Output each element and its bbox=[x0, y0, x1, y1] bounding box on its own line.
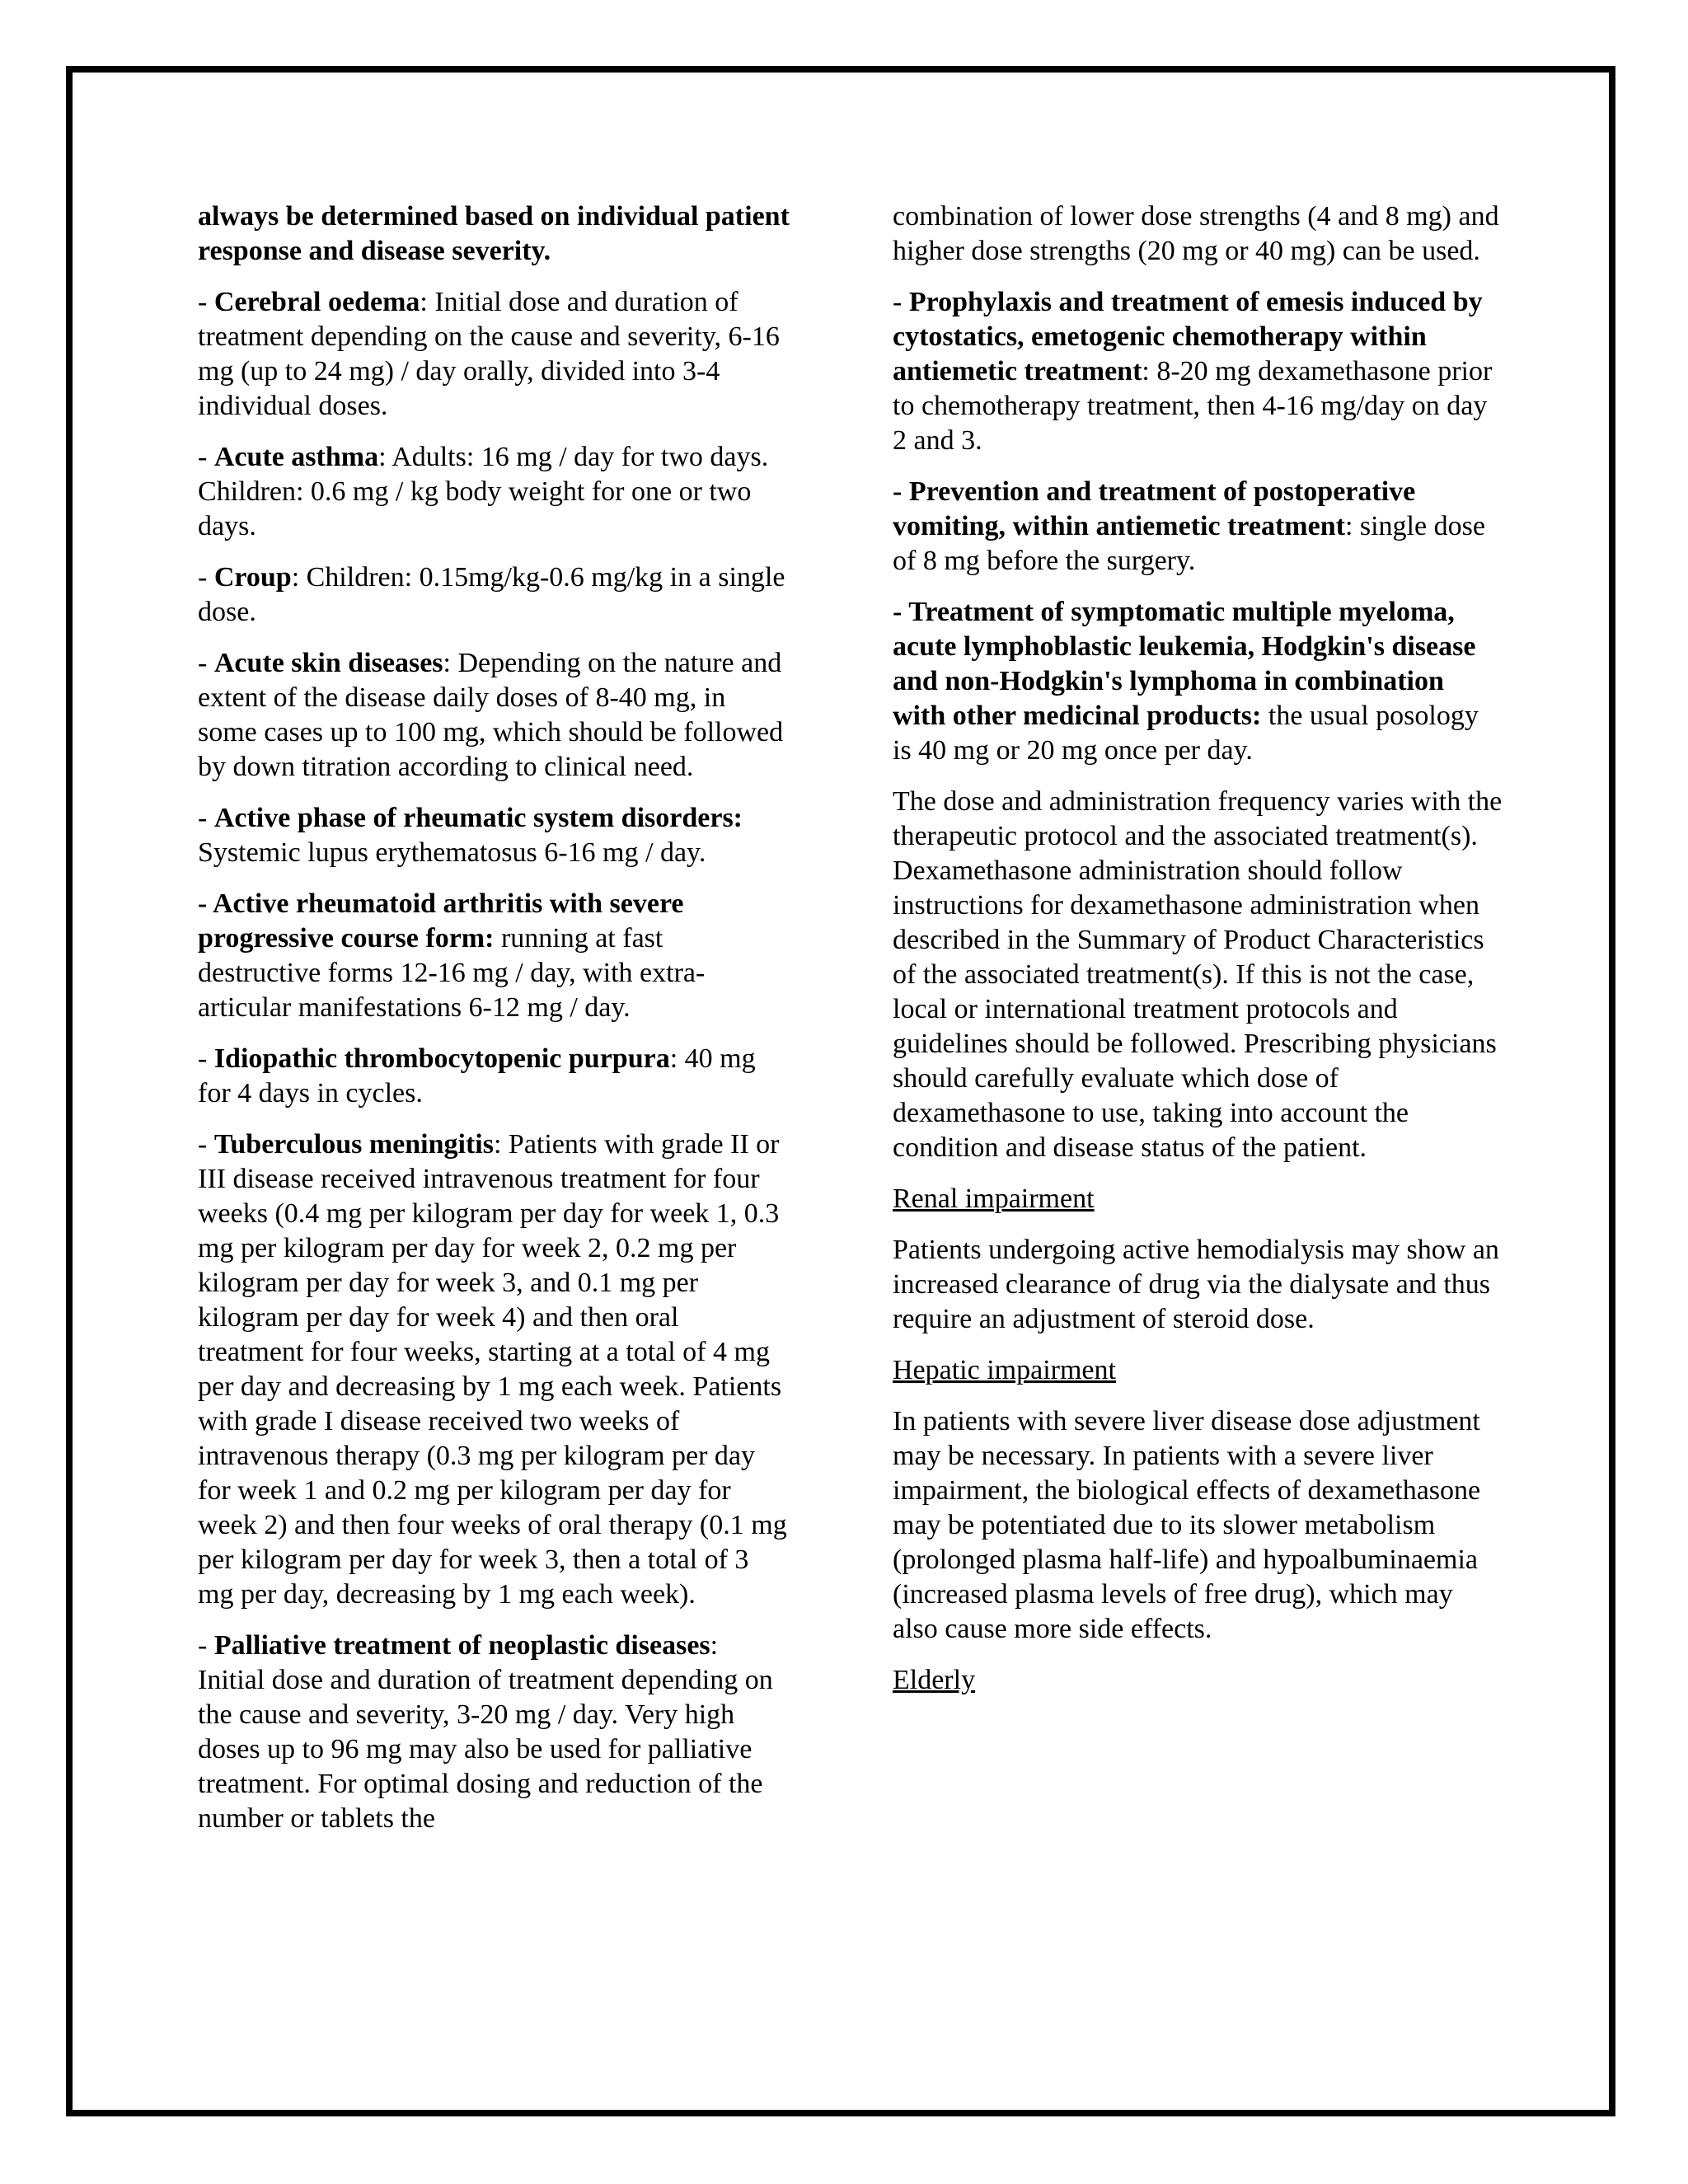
acute-asthma-term: Acute asthma bbox=[213, 442, 379, 472]
palliative-paragraph: - Palliative treatment of neoplastic diseases: Initial dose and duration of treatment depending on the cause and severity, 3-20 mg / day. Very high doses up to 96 mg may also be used for palliative treatment. For optimal dosing and reduction of the number or tablets the bbox=[198, 1630, 773, 1834]
emesis-term: Prophylaxis and treatment of emesis induced by cytostatics, emetogenic chemotherapy within antiemetic treatment bbox=[893, 287, 1483, 387]
croup-term: Croup bbox=[213, 562, 292, 593]
emesis-paragraph: - Prophylaxis and treatment of emesis induced by cytostatics, emetogenic chemotherapy within antiemetic treatment: 8-20 mg dexamethasone prior to chemotherapy treatment, then 4-16 mg/day on day 2 and 3. bbox=[893, 287, 1493, 456]
rheumatic-paragraph: - Active phase of rheumatic system disorders: Systemic lupus erythematosus 6-16 mg / day. bbox=[198, 803, 743, 868]
renal-impairment-heading: Renal impairment bbox=[893, 1183, 1095, 1214]
dose-frequency-paragraph: The dose and administration frequency varies with the therapeutic protocol and the associated treatment(s). Dexamethasone administration should follow instructions for dexamethasone administration when described in the Summary of Product Characteristics of the associated treatment(s). If this is not the case, local or international treatment protocols and guidelines should be followed. Prescribing physicians should carefully evaluate which dose of dexamethasone to use, taking into account the condition and disease status of the patient. bbox=[893, 786, 1503, 1163]
rheumatoid-paragraph: - Active rheumatoid arthritis with severe progressive course form: running at fast destructive forms 12-16 mg / day, with extra-articular manifestations 6-12 mg / day. bbox=[198, 888, 706, 1023]
itp-term: Idiopathic thrombocytopenic purpura bbox=[213, 1043, 670, 1074]
hepatic-impairment-paragraph: In patients with severe liver disease dose adjustment may be necessary. In patients with a severe liver impairment, the biological effects of dexamethasone may be potentiated due to its slower metabolism (prolonged plasma half-life) and hypoalbuminaemia (increased plasma levels of free drug), which may also cause more side effects. bbox=[893, 1406, 1481, 1644]
tb-meningitis-paragraph: - Tuberculous meningitis: Patients with grade II or III disease received intravenous treatment for four weeks (0.4 mg per kilogram per day for week 1, 0.3 mg per kilogram per day for week 2, 0.2 mg per kilogram per day for week 3, and 0.1 mg per kilogram per day for week 4) and then oral treatment for four weeks, starting at a total of 4 mg per day and decreasing by 1 mg each week. Patients with grade I disease received two weeks of intravenous therapy (0.3 mg per kilogram per day for week 1 and 0.2 mg per kilogram per day for week 2) and then four weeks of oral therapy (0.1 mg per kilogram per day for week 3, then a total of 3 mg per day, decreasing by 1 mg each week). bbox=[198, 1129, 787, 1610]
postoperative-paragraph: - Prevention and treatment of postoperative vomiting, within antiemetic treatment: single dose of 8 mg before the surgery. bbox=[893, 476, 1485, 576]
rheumatic-term: Active phase of rheumatic system disorders: bbox=[213, 803, 743, 833]
itp-paragraph: - Idiopathic thrombocytopenic purpura: 40 mg for 4 days in cycles. bbox=[198, 1043, 756, 1108]
left-column bbox=[198, 199, 791, 1853]
myeloma-paragraph: - Treatment of symptomatic multiple myeloma, acute lymphoblastic leukemia, Hodgkin's disease and non-Hodgkin's lymphoma in combination with other medicinal products: the usual posology is 40 mg or 20 mg once per day. bbox=[893, 597, 1479, 766]
continuation-paragraph: combination of lower dose strengths (4 and 8 mg) and higher dose strengths (20 mg or 40 mg) can be used. bbox=[893, 201, 1499, 266]
myeloma-term: - Treatment of symptomatic multiple myeloma, acute lymphoblastic leukemia, Hodgkin's disease and non-Hodgkin's lymphoma in combination with other medicinal products: bbox=[893, 597, 1476, 731]
acute-asthma-paragraph: - Acute asthma: Adults: 16 mg / day for two days. Children: 0.6 mg / kg body weight for one or two days. bbox=[198, 442, 769, 541]
elderly-heading: Elderly bbox=[893, 1665, 976, 1695]
renal-impairment-paragraph: Patients undergoing active hemodialysis may show an increased clearance of drug via the dialysate and thus require an adjustment of steroid dose. bbox=[893, 1235, 1499, 1334]
croup-paragraph: - Croup: Children: 0.15mg/kg-0.6 mg/kg in a single dose. bbox=[198, 562, 785, 627]
acute-skin-paragraph: - Acute skin diseases: Depending on the nature and extent of the disease daily doses of 8-40 mg, in some cases up to 100 mg, which should be followed by down titration according to clinical need. bbox=[198, 648, 784, 782]
acute-skin-term: Acute skin diseases bbox=[213, 648, 443, 678]
postoperative-term: - Prevention and treatment of postoperative vomiting, within antiemetic treatment bbox=[893, 476, 1416, 541]
rheumatoid-term: - Active rheumatoid arthritis with severe progressive course form: bbox=[198, 888, 684, 954]
hepatic-impairment-heading: Hepatic impairment bbox=[893, 1355, 1116, 1385]
cerebral-oedema-term: Cerebral oedema bbox=[213, 287, 420, 317]
right-column bbox=[893, 199, 1503, 1714]
cerebral-oedema-paragraph: - Cerebral oedema: Initial dose and duration of treatment depending on the cause and severity, 6-16 mg (up to 24 mg) / day orally, divided into 3-4 individual doses. bbox=[198, 287, 780, 421]
palliative-term: Palliative treatment of neoplastic diseases bbox=[213, 1630, 710, 1661]
intro-paragraph: always be determined based on individual patient response and disease severity. bbox=[198, 201, 790, 266]
tb-meningitis-term: Tuberculous meningitis bbox=[213, 1129, 494, 1160]
